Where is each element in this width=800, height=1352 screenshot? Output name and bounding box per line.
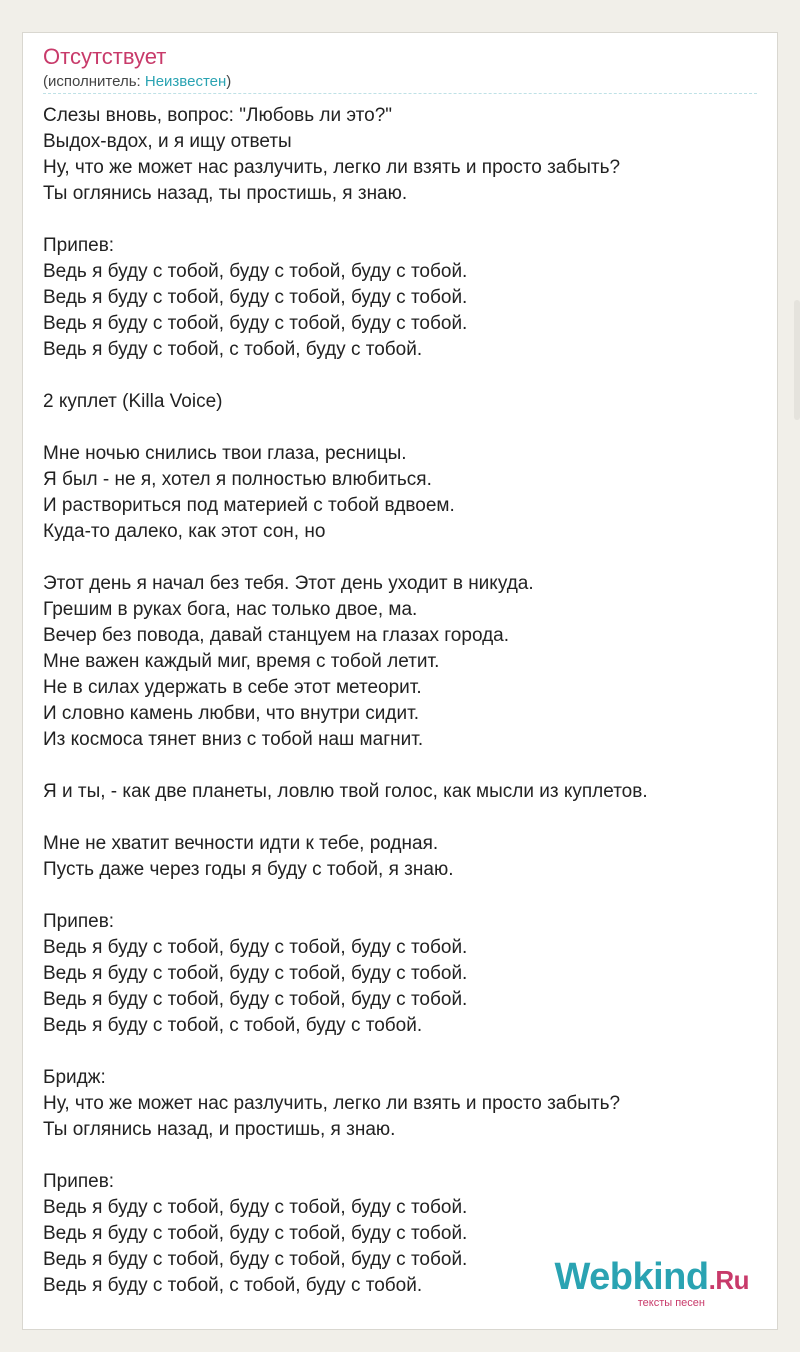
lyric-line: Из космоса тянет вниз с тобой наш магнит. [43, 729, 424, 750]
lyric-line: Ну, что же может нас разлучить, легко ли взять и просто забыть? [43, 157, 621, 178]
lyric-line: Выдох-вдох, и я ищу ответы [43, 131, 292, 152]
lyrics-card [22, 32, 778, 1330]
artist-suffix: ) [226, 73, 232, 90]
artist-line [43, 73, 231, 91]
lyric-line: 2 куплет (Killa Voice) [43, 391, 223, 412]
lyric-line: Вечер без повода, давай станцуем на глазах города. [43, 625, 510, 646]
lyrics-text [43, 103, 767, 1299]
lyric-line [43, 753, 767, 779]
lyric-line: Ведь я буду с тобой, буду с тобой, буду с тобой. [43, 1249, 468, 1270]
lyric-line [43, 363, 767, 389]
lyric-line: Ведь я буду с тобой, буду с тобой, буду с тобой. [43, 1223, 468, 1244]
lyric-line: Я и ты, - как две планеты, ловлю твой голос, как мысли из куплетов. [43, 781, 648, 802]
lyric-line: Ведь я буду с тобой, буду с тобой, буду с тобой. [43, 937, 468, 958]
lyric-line: Пусть даже через годы я буду с тобой, я знаю. [43, 859, 454, 880]
lyric-line: Ты оглянись назад, и простишь, я знаю. [43, 1119, 396, 1140]
lyric-line: Мне ночью снились твои глаза, ресницы. [43, 443, 407, 464]
lyric-line: Этот день я начал без тебя. Этот день уходит в никуда. [43, 573, 534, 594]
lyric-line: Не в силах удержать в себе этот метеорит. [43, 677, 422, 698]
lyric-line [43, 1039, 767, 1065]
lyric-line: Мне не хватит вечности идти к тебе, родная. [43, 833, 439, 854]
lyric-line: Ведь я буду с тобой, буду с тобой, буду с тобой. [43, 963, 468, 984]
lyric-line: Ведь я буду с тобой, с тобой, буду с тобой. [43, 339, 423, 360]
lyric-line [43, 545, 767, 571]
lyric-line: Слезы вновь, вопрос: "Любовь ли это?" [43, 105, 393, 126]
lyric-line: Ты оглянись назад, ты простишь, я знаю. [43, 183, 408, 204]
lyric-line [43, 883, 767, 909]
lyric-line: Ведь я буду с тобой, с тобой, буду с тобой. [43, 1275, 423, 1296]
lyric-line [43, 207, 767, 233]
header-divider [43, 93, 757, 94]
lyric-line: Припев: [43, 911, 115, 932]
lyric-line: Ведь я буду с тобой, буду с тобой, буду с тобой. [43, 287, 468, 308]
site-logo[interactable] [554, 1258, 749, 1309]
lyric-line: Ведь я буду с тобой, буду с тобой, буду с тобой. [43, 989, 468, 1010]
lyric-line: Ведь я буду с тобой, с тобой, буду с тобой. [43, 1015, 423, 1036]
lyric-line: Грешим в руках бога, нас только двое, ма. [43, 599, 418, 620]
lyric-line: Бридж: [43, 1067, 106, 1088]
lyric-line: Ведь я буду с тобой, буду с тобой, буду с тобой. [43, 261, 468, 282]
lyric-line: И раствориться под материей с тобой вдвоем. [43, 495, 455, 516]
lyric-line: Мне важен каждый миг, время с тобой летит. [43, 651, 440, 672]
lyric-line: Ведь я буду с тобой, буду с тобой, буду с тобой. [43, 313, 468, 334]
logo-wordmark [554, 1258, 749, 1299]
lyric-line: Ну, что же может нас разлучить, легко ли взять и просто забыть? [43, 1093, 621, 1114]
logo-tagline: тексты песен [637, 1297, 705, 1309]
artist-name-link[interactable]: Неизвестен [144, 73, 227, 90]
lyric-line: И словно камень любви, что внутри сидит. [43, 703, 419, 724]
lyric-line: Куда-то далеко, как этот сон, но [43, 521, 326, 542]
logo-main-text: Webkind [554, 1256, 709, 1298]
lyric-line: Я был - не я, хотел я полностью влюбиться. [43, 469, 432, 490]
lyric-line: Ведь я буду с тобой, буду с тобой, буду с тобой. [43, 1197, 468, 1218]
lyric-line: Припев: [43, 235, 115, 256]
page-scrollbar[interactable] [794, 300, 800, 420]
song-title: Отсутствует [43, 44, 167, 69]
logo-tld: .Ru [708, 1265, 749, 1295]
lyric-line [43, 805, 767, 831]
lyric-line: Припев: [43, 1171, 115, 1192]
lyric-line [43, 1143, 767, 1169]
artist-prefix: (исполнитель: [43, 73, 145, 90]
lyric-line [43, 415, 767, 441]
